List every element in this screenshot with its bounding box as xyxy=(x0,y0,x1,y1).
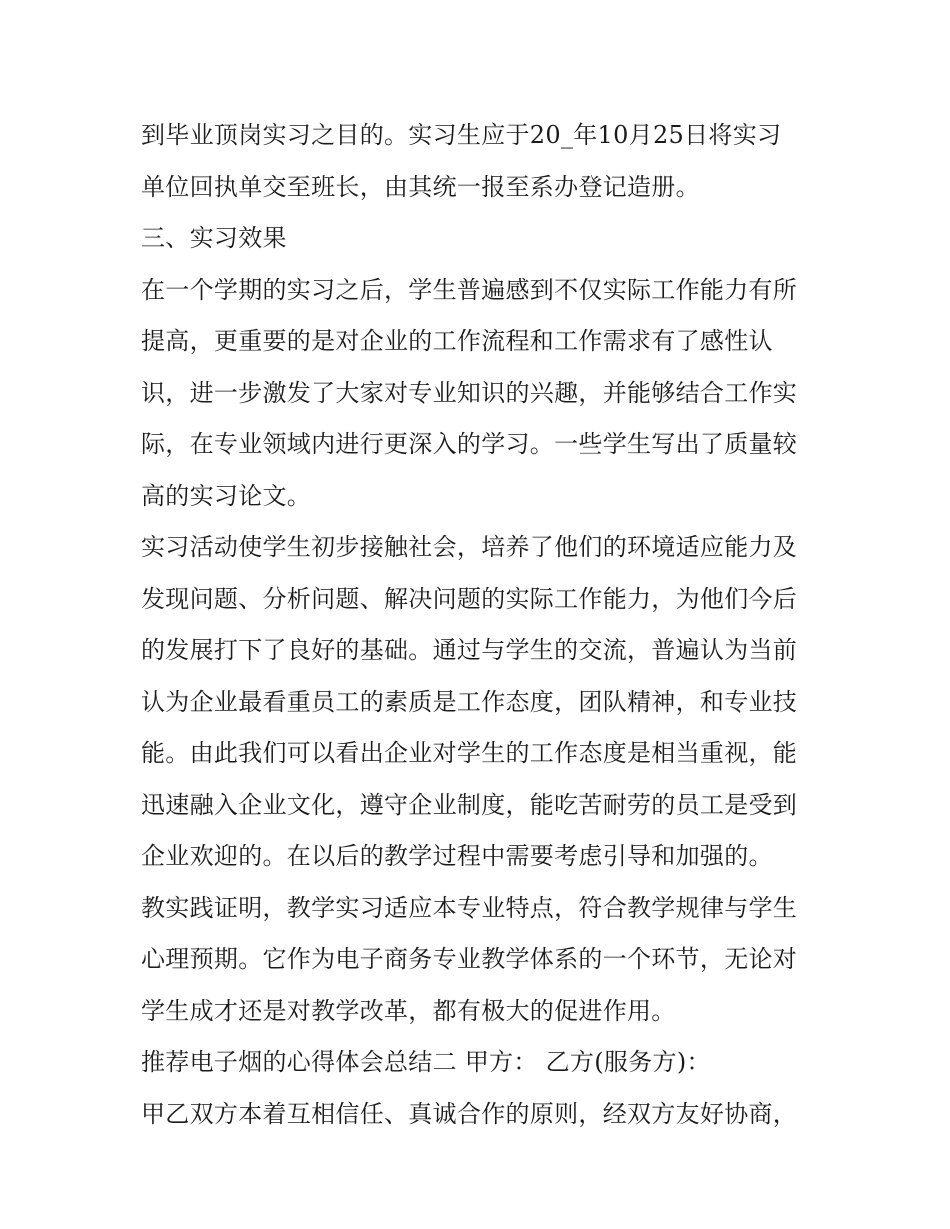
text-line: 教实践证明，教学实习适应本专业特点，符合教学规律与学生 xyxy=(141,893,798,922)
text-line: 高的实习论文。 xyxy=(141,481,312,510)
text-line: 学生成才还是对教学改革，都有极大的促进作用。 xyxy=(141,996,676,1025)
document-body xyxy=(141,110,821,1140)
text-line: 的发展打下了良好的基础。通过与学生的交流，普遍认为当前 xyxy=(141,636,798,664)
text-line: 际，在专业领域内进行更深入的学习。一些学生写出了质量较 xyxy=(141,430,798,458)
text-line: 提高，更重要的是对企业的工作流程和工作需求有了感性认 xyxy=(141,327,773,355)
text-line: 能。由此我们可以看出企业对学生的工作态度是相当重视，能 xyxy=(141,739,798,767)
section-title-line: 推荐电子烟的心得体会总结二 甲方： 乙方(服务方)： xyxy=(141,1048,711,1076)
text-line: 心理预期。它作为电子商务专业教学体系的一个环节，无论对 xyxy=(141,945,798,973)
section-heading: 三、实习效果 xyxy=(141,224,287,252)
text-line: 识，进一步激发了大家对专业知识的兴趣，并能够结合工作实 xyxy=(141,378,798,407)
text-line: 迅速融入企业文化，遵守企业制度，能吃苦耐劳的员工是受到 xyxy=(141,790,798,819)
text-line: 企业欢迎的。在以后的教学过程中需要考虑引导和加强的。 xyxy=(141,842,773,870)
text-line: 在一个学期的实习之后，学生普遍感到不仅实际工作能力有所 xyxy=(141,275,798,304)
text-line: 认为企业最看重员工的素质是工作态度，团队精神，和专业技 xyxy=(141,687,798,716)
text-line: 到毕业顶岗实习之目的。实习生应于20_年10月25日将实习 xyxy=(141,121,782,149)
text-line: 甲乙双方本着互相信任、真诚合作的原则，经双方友好协商， xyxy=(141,1099,798,1128)
text-line: 发现问题、分析问题、解决问题的实际工作能力，为他们今后 xyxy=(141,584,798,613)
text-line: 实习活动使学生初步接触社会，培养了他们的环境适应能力及 xyxy=(141,533,798,561)
text-line: 单位回执单交至班长，由其统一报至系办登记造册。 xyxy=(141,172,700,201)
